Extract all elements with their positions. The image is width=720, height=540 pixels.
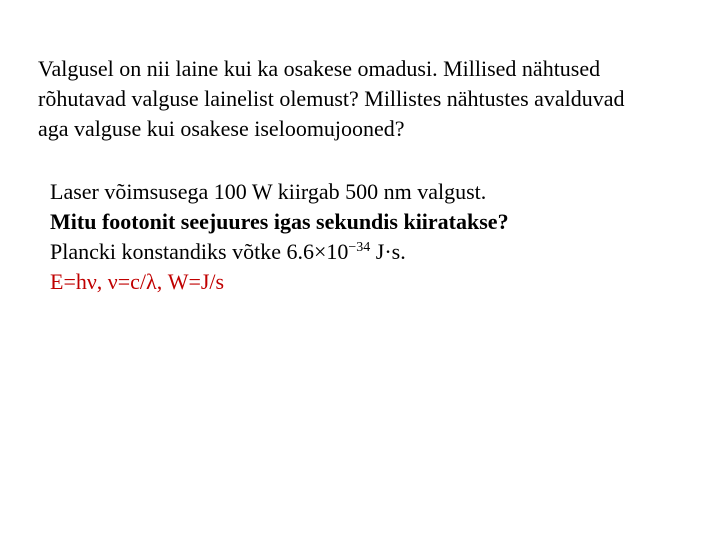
planck-constant-suffix: J·s. (370, 239, 406, 264)
planck-constant-line (50, 237, 690, 267)
question-text (38, 54, 698, 144)
formula-hint: E=hν, ν=c/λ, W=J/s (50, 269, 225, 294)
planck-constant-prefix: Plancki konstandiks võtke 6.6×10 (50, 239, 349, 264)
question-line-2: rõhutavad valguse lainelist olemust? Millistes nähtustes avalduvad (38, 86, 625, 111)
problem-question: Mitu footonit seejuures igas sekundis kiiratakse? (50, 209, 509, 234)
problem-statement: Laser võimsusega 100 W kiirgab 500 nm valgust. (50, 179, 487, 204)
problem-block (50, 177, 690, 297)
question-line-3: aga valguse kui osakese iseloomujooned? (38, 116, 405, 141)
question-line-1: Valgusel on nii laine kui ka osakese omadusi. Millised nähtused (38, 56, 601, 81)
planck-constant-exponent: −34 (348, 240, 371, 255)
